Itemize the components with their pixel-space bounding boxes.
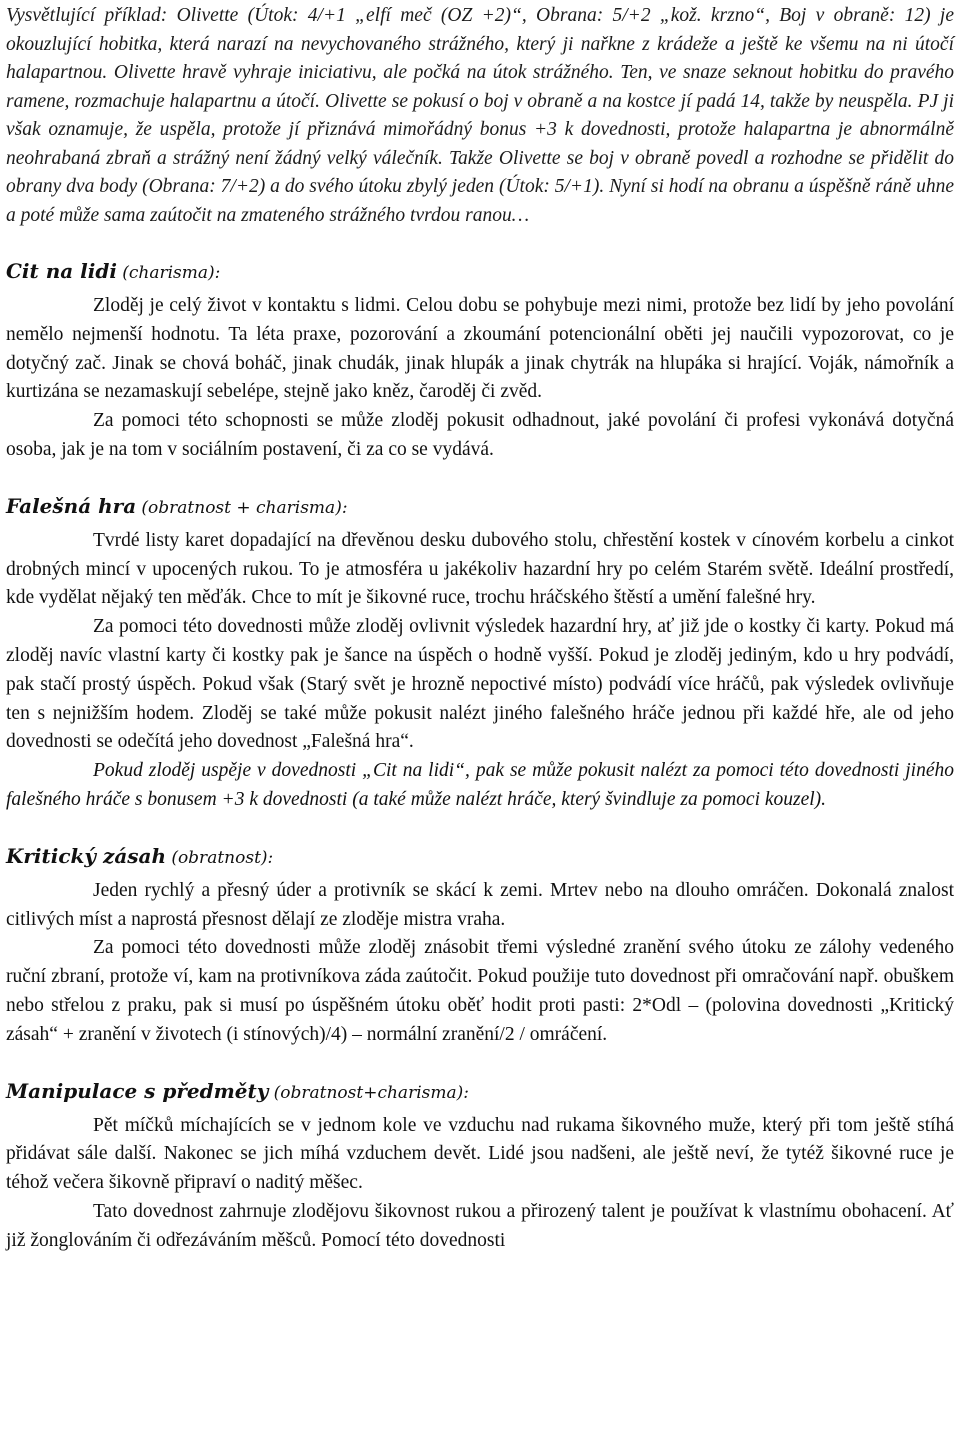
skill-heading <box>6 1076 954 1108</box>
skill-paragraph: Pět míčků míchajících se v jednom kole ve vzduchu nad rukama šikovného muže, který při tom ještě stíhá přidávat sále další. Nakonec se jich míhá vzduchem devět. Lidé jsou nadšeni, ale ještě neví, že tytéž šikovné ruce je téhož večera šikovně připraví o naditý měšec. <box>6 1114 954 1194</box>
skill-body <box>6 527 954 815</box>
skill-heading <box>6 841 954 873</box>
skill-section-falesna-hra <box>6 491 954 815</box>
skill-body <box>6 292 954 465</box>
skill-paragraph-italic: Pokud zloděj uspěje v dovednosti „Cit na lidi“, pak se může pokusit nalézt za pomoci této dovednosti jiného falešného hráče s bonusem +3 k dovednosti (a také může nalézt hráče, který švindluje za pomoci kouzel). <box>6 760 954 810</box>
skill-paragraph: Zloděj je celý život v kontaktu s lidmi. Celou dobu se pohybuje mezi nimi, protože bez lidí by jeho povolání nemělo nejmenší hodnotu. Ta léta praxe, pozorování a zkoumání potencionální oběti jej naučili vypozorovat, co je dotyčný zač. Jinak se chová boháč, jinak chudák, jinak hlupák a jinak chytrák na hlupáka si hrající. Voják, námořník a kurtizána se nezamaskují sebelépe, stejně jako kněz, čaroděj či zvěd. <box>6 295 954 403</box>
skill-paragraph: Za pomoci této dovednosti může zloděj ovlivnit výsledek hazardní hry, ať již jde o kostky či karty. Pokud má zloděj navíc vlastní karty či kostky pak je šance na úspěch o hodně vyšší. Pokud je zloděj jediným, kdo u hry podvádí, pak stačí prostý úspěch. Pokud však (Starý svět je hrozně nepoctivé místo) podvádí více hráčů, pak výsledek ovlivňuje ten s nejnižším hodem. Zloděj se také může pokusit nalézt jiného falešného hráče jednou při každé hře, ale od jeho dovednosti se odečítá jeho dovednost „Falešná hra“. <box>6 616 954 753</box>
skill-paragraph: Za pomoci této dovednosti může zloděj znásobit třemi výsledné zranění svého útoku ze zálohy vedeného ruční zbraní, protože ví, kam na protivníkova záda zaútočit. Pokud použije tuto dovednost při omračování např. obuškem nebo střelou z praku, pak si musí po úspěšném útoku oběť hodit proti pasti: 2*Odl – (polovina dovednosti „Kritický zásah“ + zranění v životech (i stínových)/4) – normální zranění/2 / omráčení. <box>6 937 954 1045</box>
skill-paragraph: Tato dovednost zahrnuje zlodějovu šikovnost rukou a přirozený talent je používat k vlastnímu obohacení. Ať již žonglováním či odřezáváním měšců. Pomocí této dovednosti <box>6 1200 954 1251</box>
skill-section-kriticky-zasah <box>6 841 954 1050</box>
skill-body <box>6 1112 954 1256</box>
example-paragraph: Vysvětlující příklad: Olivette (Útok: 4/+1 „elfí meč (OZ +2)“, Obrana: 5/+2 „kož. krzno“, Boj v obraně: 12) je okouzlující hobitka, která narazí na nevychovaného strážného, který ji nařkne z krádeže a ještě ke všemu na ni útočí halapartnou. Olivette hravě vyhraje iniciativu, ale počká na útok strážného. Ten, ve snaze seknout hobitku do pravého ramene, rozmachuje halapartnu a útočí. Olivette se pokusí o boj v obraně a na kostce jí padá 14, takže by neuspěla. PJ ji však oznamuje, že uspěla, protože jí přiznává mimořádný bonus +3 k dovednosti, protože halapartna je abnormálně neohrabaná zbraň a strážný není žádný velký válečník. Takže Olivette se boj v obraně povedl a rozhodne se přidělit do obrany dva body (Obrana: 7/+2) a do svého útoku zbylý jeden (Útok: 5/+1). Nyní si hodí na obranu a úspěšně ráně uhne a poté může sama zaútočit na zmateného strážného tvrdou ranou… <box>6 5 954 226</box>
skill-name: Falešná hra <box>6 493 137 518</box>
skill-name: Cit na lidi <box>6 259 117 283</box>
skill-heading <box>6 491 954 523</box>
skill-paragraph: Za pomoci této schopnosti se může zloděj pokusit odhadnout, jaké povolání či profesi vykonává dotyčná osoba, jak je na tom v sociálním postavení, či za co se vydává. <box>6 410 954 460</box>
skill-name: Manipulace s předměty <box>6 1078 269 1103</box>
skill-name: Kritický zásah <box>6 843 167 868</box>
skill-section-manipulace <box>6 1076 954 1256</box>
skill-body <box>6 877 954 1050</box>
skill-section-cit-na-lidi <box>6 256 954 465</box>
skill-attribute: (obratnost+charisma): <box>273 1082 469 1103</box>
skill-attribute: (obratnost + charisma): <box>141 497 348 518</box>
skill-paragraph: Jeden rychlý a přesný úder a protivník se skácí k zemi. Mrtev nebo na dlouho omráčen. Dokonalá znalost citlivých míst a naprostá přesnost dělají ze zloděje mistra vraha. <box>6 879 954 930</box>
example-block <box>6 0 954 230</box>
skill-heading <box>6 256 954 288</box>
skill-attribute: (obratnost): <box>171 847 274 868</box>
skill-attribute: (charisma): <box>122 263 221 283</box>
skill-paragraph: Tvrdé listy karet dopadající na dřevěnou desku dubového stolu, chřestění kostek v cínovém korbelu a cinkot drobných mincí v upocených rukou. To je atmosféra u jakékoliv hazardní hry po celém Starém světě. Ideální prostředí, kde vydělat nějaký ten měďák. Chce to mít je šikovné ruce, trochu hráčského štěstí a umění falešné hry. <box>6 529 954 609</box>
